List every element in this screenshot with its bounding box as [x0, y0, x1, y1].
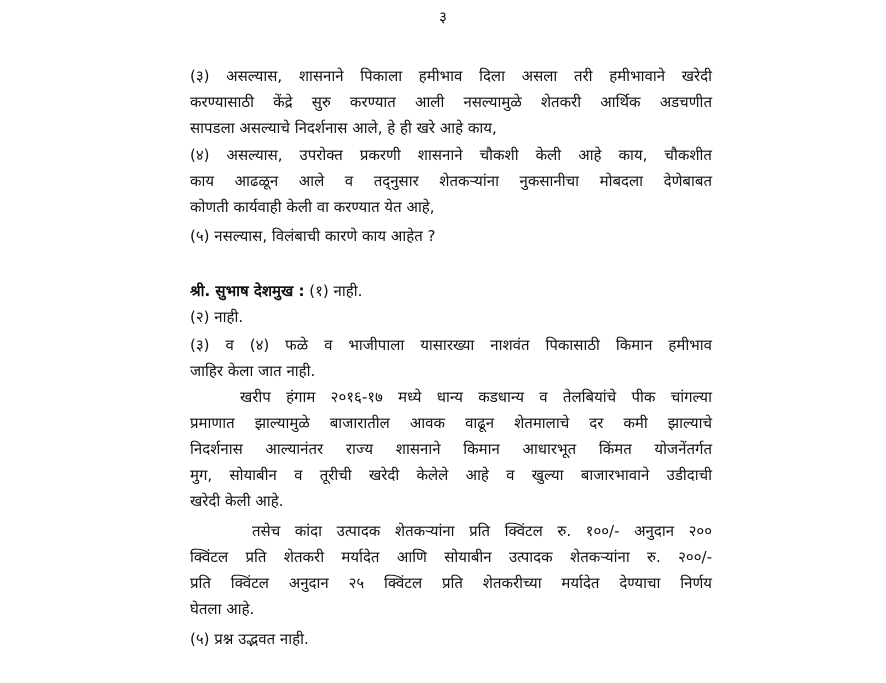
answer-1: [190, 278, 712, 304]
answer-paragraph-2: [190, 518, 712, 622]
page-number: ३: [439, 8, 447, 26]
answer-3-4-line: (३) व (४) फळे व भाजीपाला यासारख्या नाशवंत पिकासाठी किमान हमीभाव: [190, 336, 712, 354]
question-5-line: (५) नसल्यास, विलंबाची कारणे काय आहेत ?: [190, 227, 436, 245]
paragraph-1-line: मुग, सोयाबीन व तूरीची खरेदी केलेले आहे व खुल्या बाजारभावाने उडीदाची: [190, 466, 712, 484]
question-3-line: (३) असल्यास, शासनाने पिकाला हमीभाव दिला असला तरी हमीभावाने खरेदी: [190, 67, 712, 85]
paragraph-2-line: घेतला आहे.: [190, 600, 255, 618]
answer-5: [190, 626, 712, 652]
paragraph-1-line: प्रमाणात झाल्यामुळे बाजारातील आवक वाढून शेतमालाचे दर कमी झाल्याचे: [190, 414, 712, 432]
question-4-line: (४) असल्यास, उपरोक्त प्रकरणी शासनाने चौकशी केली आहे काय, चौकशीत: [190, 146, 712, 164]
answer-2-line: (२) नाही.: [190, 308, 244, 326]
paragraph-2-line: तसेच कांदा उत्पादक शेतकऱ्यांना प्रति क्विंटल रु. १००/- अनुदान २००: [252, 522, 712, 540]
question-3: [190, 63, 712, 141]
question-4-line: काय आढळून आले व तद्नुसार शेतकऱ्यांना नुकसानीचा मोबदला देणेबाबत: [190, 172, 712, 190]
answer-2: [190, 304, 712, 330]
question-4: [190, 142, 712, 220]
question-4-line: कोणती कार्यवाही केली वा करण्यात येत आहे,: [190, 198, 435, 216]
paragraph-1-line: खरेदी केली आहे.: [190, 492, 284, 510]
answer-3-4: [190, 332, 712, 384]
paragraph-1-line: खरीप हंगाम २०१६-१७ मध्ये धान्य कडधान्य व तेलबियांचे पीक चांगल्या: [240, 388, 712, 406]
paragraph-2-line: क्विंटल प्रति शेतकरी मर्यादेत आणि सोयाबीन उत्पादक शेतकऱ्यांना रु. २००/-: [190, 548, 712, 566]
answer-5-line: (५) प्रश्न उद्भवत नाही.: [190, 630, 309, 648]
question-3-line: सापडला असल्याचे निदर्शनास आले, हे ही खरे आहे काय,: [190, 119, 497, 137]
answer-paragraph-1: [190, 384, 712, 514]
question-5: [190, 223, 712, 249]
question-3-line: करण्यासाठी केंद्रे सुरु करण्यात आली नसल्यामुळे शेतकरी आर्थिक अडचणीत: [190, 93, 712, 111]
answer-1-line: [190, 278, 712, 304]
paragraph-1-line: निदर्शनास आल्यानंतर राज्य शासनाने किमान आधारभूत किंमत योजनेंतर्गत: [190, 440, 712, 458]
answer-3-4-line: जाहिर केला जात नाही.: [190, 362, 316, 380]
answer-1-text: (१) नाही.: [304, 282, 363, 300]
speaker-name: श्री. सुभाष देशमुख :: [190, 282, 305, 300]
paragraph-2-line: प्रति क्विंटल अनुदान २५ क्विंटल प्रति शेतकरीच्या मर्यादेत देण्याचा निर्णय: [190, 574, 712, 592]
